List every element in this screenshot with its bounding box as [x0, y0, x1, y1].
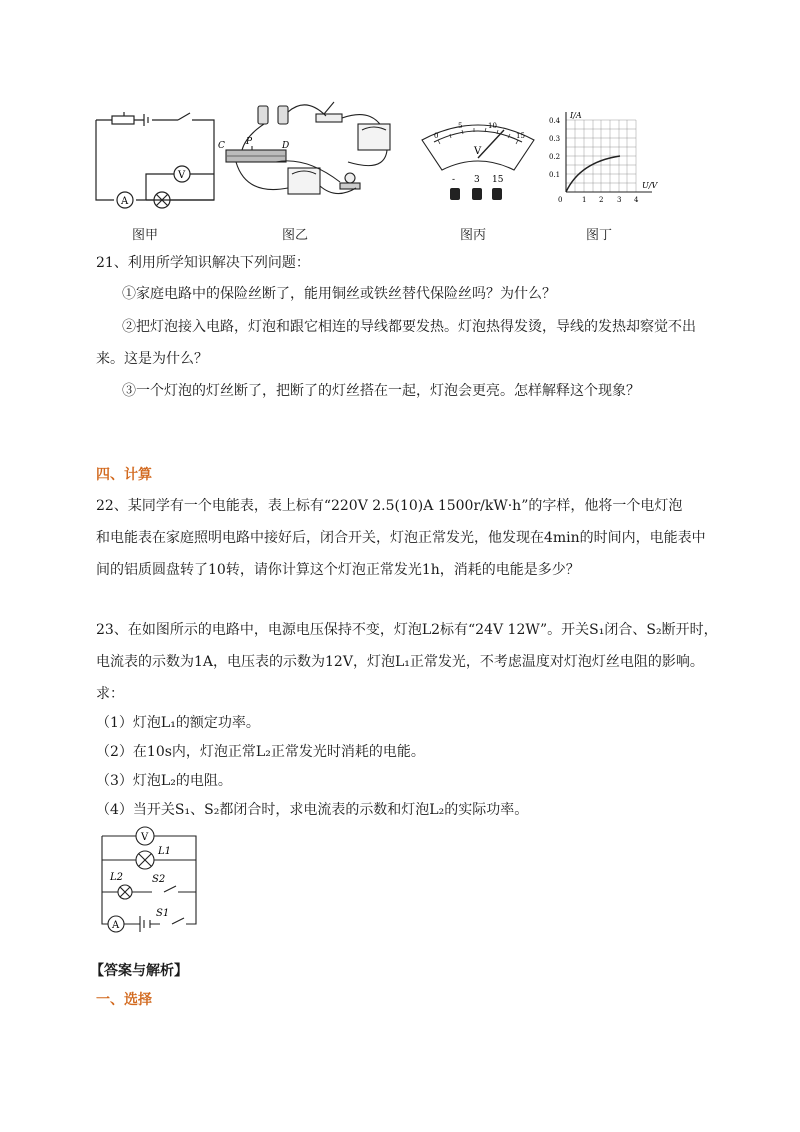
q23-sub-1: （1）灯泡L₁的额定功率。 [96, 715, 260, 731]
q21-item-2-cont: 来。这是为什么？ [96, 351, 208, 367]
fig2-terminal-c: C [218, 141, 225, 151]
section-1-heading: 一、选择 [96, 992, 152, 1008]
q23-line-2: 电流表的示数为1A，电压表的示数为12V，灯泡L₁正常发光，不考虑温度对灯泡灯丝电阻的影响。 [96, 654, 704, 670]
q23-circuit-voltmeter: V [141, 832, 149, 843]
fig4-xtick-2: 2 [599, 196, 604, 204]
fig3-scale-10: 10 [488, 122, 497, 130]
fig1-voltmeter-label: V [178, 170, 186, 181]
q22-line-2: 和电能表在家庭照明电路中接好后，闭合开关，灯泡正常发光，他发现在4min的时间内，电能表中 [96, 530, 706, 546]
fig4-xtick-1: 1 [582, 196, 587, 204]
q23-circuit-diagram [98, 824, 200, 944]
caption-ding: 图丁 [586, 228, 613, 243]
q23-circuit-s1: S1 [156, 908, 170, 919]
q23-circuit-l2: L2 [110, 872, 124, 883]
q23-circuit-l1: L1 [158, 846, 172, 857]
section-4-heading: 四、计算 [96, 467, 152, 483]
fig4-xlabel: U/V [642, 181, 658, 190]
caption-jia: 图甲 [132, 228, 159, 243]
caption-bing: 图丙 [460, 228, 487, 243]
caption-yi: 图乙 [282, 228, 309, 243]
fig4-ytick-0.3: 0.3 [549, 135, 561, 143]
fig4-xtick-4: 4 [634, 196, 639, 204]
fig4-ytick-0.1: 0.1 [549, 171, 561, 179]
q23-sub-3: （3）灯泡L₂的电阻。 [96, 773, 232, 789]
q22-line-1: 22、某同学有一个电能表，表上标有“220V 2.5(10)A 1500r/kW·h”的字样，他将一个电灯泡 [96, 498, 683, 514]
q23-sub-2: （2）在10s内，灯泡正常L₂正常发光时消耗的电能。 [96, 744, 425, 760]
fig3-terminal-neg: - [452, 175, 456, 185]
q23-circuit-ammeter: A [112, 920, 120, 931]
fig3-terminal-3: 3 [474, 175, 480, 185]
fig3-terminal-15: 15 [492, 175, 504, 185]
figure-bing-voltmeter [418, 118, 538, 214]
fig4-xtick-3: 3 [617, 196, 622, 204]
fig1-ammeter-label: A [121, 196, 129, 207]
figures-row [88, 96, 668, 256]
q23-sub-4: （4）当开关S₁、S₂都闭合时，求电流表的示数和灯泡L₂的实际功率。 [96, 802, 529, 818]
q22-line-3: 间的铝质圆盘转了10转，请你计算这个灯泡正常发光1h，消耗的电能是多少？ [96, 562, 580, 578]
fig3-meter-symbol: V [474, 146, 482, 157]
fig2-terminal-p: P [246, 137, 253, 147]
q21-item-3: ③一个灯泡的灯丝断了，把断了的灯丝搭在一起，灯泡会更亮。怎样解释这个现象？ [122, 383, 640, 399]
q23-line-3: 求： [96, 686, 124, 702]
q21-item-2: ②把灯泡接入电路，灯泡和跟它相连的导线都要发热。灯泡热得发烫，导线的发热却察觉不出 [122, 319, 696, 335]
figure-ding-graph [546, 110, 666, 214]
q23-circuit-s2: S2 [152, 874, 166, 885]
fig4-ytick-0.2: 0.2 [549, 153, 561, 161]
fig3-scale-5: 5 [458, 122, 463, 130]
fig3-scale-15: 15 [516, 132, 525, 140]
figure-yi-apparatus [216, 96, 402, 216]
q23-line-1: 23、在如图所示的电路中，电源电压保持不变，灯泡L2标有“24V 12W”。开关S₁闭合、S₂断开时， [96, 622, 718, 638]
figure-jia-circuit [88, 110, 220, 210]
fig4-ylabel: I/A [570, 111, 582, 120]
q21-item-1: ①家庭电路中的保险丝断了，能用铜丝或铁丝替代保险丝吗？为什么？ [122, 286, 556, 302]
answer-header: 【答案与解析】 [90, 963, 188, 979]
fig2-terminal-d: D [282, 141, 290, 151]
fig3-scale-0: 0 [434, 132, 439, 140]
fig4-xtick-0: 0 [558, 196, 563, 204]
fig4-ytick-0.4: 0.4 [549, 117, 561, 125]
q21-title: 21、利用所学知识解决下列问题： [96, 255, 310, 271]
